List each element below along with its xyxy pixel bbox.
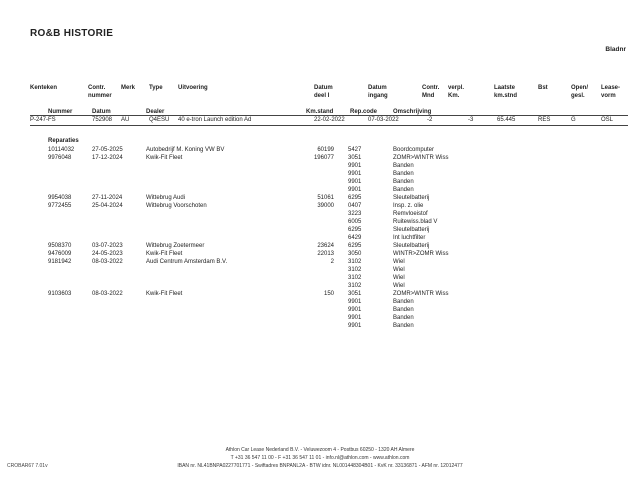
repair-omschrijving: Remvloeistof: [393, 211, 428, 217]
repair-row: [0, 290, 640, 298]
repair-repcode: 9901: [348, 323, 362, 329]
repair-row: [0, 282, 640, 290]
subheader-repcode: Rep.code: [350, 109, 378, 115]
repair-kmstand: 60199: [317, 147, 334, 153]
repair-kmstand: 23624: [317, 243, 334, 249]
repair-nummer: 9181942: [48, 259, 72, 265]
repair-repcode: 9901: [348, 315, 362, 321]
repair-repcode: 3102: [348, 259, 362, 265]
repair-kmstand: 22013: [317, 251, 334, 257]
vehicle-datum-deel1: 22-02-2022: [314, 117, 345, 123]
vehicle-laatste-km: 65.445: [497, 117, 516, 123]
repair-datum: 08-03-2022: [92, 291, 123, 297]
repair-repcode: 6295: [348, 243, 362, 249]
page-title: RO&B HISTORIE: [30, 28, 114, 39]
repair-kmstand: 51061: [317, 195, 334, 201]
repair-row: [0, 194, 640, 202]
repair-omschrijving: Boordcomputer: [393, 147, 435, 153]
repair-repcode: 9901: [348, 187, 362, 193]
repair-omschrijving: WINTR>ZOMR Wiss: [393, 251, 449, 257]
header-bst: Bst: [538, 85, 548, 91]
repair-dealer: Autobedrijf M. Koning VW BV: [146, 147, 225, 153]
repair-row: [0, 218, 640, 226]
repair-dealer: Wittebrug Zoetermeer: [146, 243, 205, 249]
footer-registration: IBAN nr. NL41BNPA0227701771 - Swiftadres BNPANL2A - BTW idnr. NL001448304B01 - KvK nr. 33136871 - AFM nr. 12012477: [177, 463, 463, 469]
repair-kmstand: 39000: [317, 203, 334, 209]
repair-repcode: 3051: [348, 155, 362, 161]
repair-repcode: 3102: [348, 267, 362, 273]
vehicle-open-gesl: G: [571, 117, 576, 123]
vehicle-merk: AU: [121, 117, 130, 123]
vehicle-verpl-km: -3: [468, 117, 474, 123]
repair-omschrijving: Ruitewiss.blad V: [393, 219, 438, 225]
repair-row: [0, 306, 640, 314]
repair-dealer: Audi Centrum Amsterdam B.V.: [146, 259, 228, 265]
repair-omschrijving: Banden: [393, 315, 414, 321]
repair-omschrijving: Banden: [393, 307, 414, 313]
header-verpl-km: verpl. Km.: [448, 85, 465, 99]
page-number-label: Bladnr: [605, 46, 626, 53]
repair-row: [0, 322, 640, 330]
repair-dealer: Kwik-Fit Fleet: [146, 251, 183, 257]
header-merk: Merk: [121, 85, 136, 91]
footer-address: Athlon Car Lease Nederland B.V. - Veluwezoom 4 - Postbus 60250 - 1320 AH Almere: [225, 447, 415, 453]
subheader-dealer: Dealer: [146, 109, 165, 115]
repair-nummer: 10114032: [48, 147, 75, 153]
header-contr-mnd: Contr. Mnd: [422, 85, 440, 99]
repair-kmstand: 150: [323, 291, 334, 297]
repair-row: [0, 178, 640, 186]
repair-repcode: 6295: [348, 195, 362, 201]
vehicle-lease-vorm: OSL: [601, 117, 614, 123]
vehicle-kenteken: P-247-FS: [30, 117, 56, 123]
repair-repcode: 9901: [348, 179, 362, 185]
repair-datum: 17-12-2024: [92, 155, 123, 161]
subheader-nummer: Nummer: [48, 109, 73, 115]
repair-datum: 24-05-2023: [92, 251, 123, 257]
repair-row: [0, 226, 640, 234]
vehicle-contr-nummer: 752908: [92, 117, 113, 123]
repair-omschrijving: Wiel: [393, 275, 405, 281]
repair-datum: 08-03-2022: [92, 259, 123, 265]
repair-omschrijving: Int luchtfilter: [393, 235, 426, 241]
repair-nummer: 9772455: [48, 203, 72, 209]
repair-repcode: 3102: [348, 275, 362, 281]
repair-row: [0, 202, 640, 210]
header-kenteken: Kenteken: [30, 85, 58, 91]
repair-row: [0, 298, 640, 306]
repair-row: [0, 210, 640, 218]
repair-nummer: 9954038: [48, 195, 72, 201]
repair-omschrijving: Wiel: [393, 259, 405, 265]
repair-dealer: Kwik-Fit Fleet: [146, 155, 183, 161]
header-lease-vorm: Lease- vorm: [601, 85, 621, 99]
header-laatste-km: Laatste km.stnd: [494, 85, 518, 99]
header-open-gesl: Open/ gesl.: [571, 85, 589, 99]
repair-omschrijving: ZOMR>WINTR Wiss: [393, 155, 449, 161]
repair-row: [0, 170, 640, 178]
subheader-kmstand: Km.stand: [306, 109, 334, 115]
repair-omschrijving: Sleutelbatterij: [393, 227, 430, 233]
repair-row: [0, 250, 640, 258]
repair-row: [0, 266, 640, 274]
header-type: Type: [149, 85, 163, 91]
repair-row: [0, 162, 640, 170]
repair-repcode: 0407: [348, 203, 362, 209]
repair-datum: 03-07-2023: [92, 243, 123, 249]
header-contr-nummer: Contr. nummer: [88, 85, 112, 99]
repair-omschrijving: Wiel: [393, 267, 405, 273]
vehicle-datum-ingang: 07-03-2022: [368, 117, 399, 123]
repair-repcode: 9901: [348, 299, 362, 305]
repair-kmstand: 196077: [313, 155, 334, 161]
repair-row: [0, 242, 640, 250]
repair-omschrijving: ZOMR>WINTR Wiss: [393, 291, 449, 297]
repair-nummer: 9476009: [48, 251, 72, 257]
repair-repcode: 6295: [348, 227, 362, 233]
repair-row: [0, 274, 640, 282]
repair-nummer: 9103603: [48, 291, 72, 297]
repair-repcode: 9901: [348, 307, 362, 313]
section-label-reparaties: Reparaties: [48, 138, 79, 144]
repair-repcode: 3051: [348, 291, 362, 297]
repair-omschrijving: Banden: [393, 171, 414, 177]
repair-omschrijving: Banden: [393, 299, 414, 305]
repair-datum: 27-11-2024: [92, 195, 123, 201]
repair-row: [0, 146, 640, 154]
vehicle-type: Q4ESU: [149, 117, 170, 123]
repair-omschrijving: Banden: [393, 163, 414, 169]
repair-repcode: 3223: [348, 211, 362, 217]
repair-omschrijving: Banden: [393, 187, 414, 193]
subheader-omschrijving: Omschrijving: [393, 109, 432, 115]
repair-omschrijving: Wiel: [393, 283, 405, 289]
repair-repcode: 5427: [348, 147, 362, 153]
vehicle-uitvoering: 40 e-tron Launch edition Ad: [178, 117, 252, 123]
vehicle-contr-mnd: -2: [427, 117, 433, 123]
header-datum-deel1: Datum deel I: [314, 85, 333, 99]
footer-contact: T +31 36 547 11 00 - F +31 36 547 11 01 - info.nl@athlon.com - www.athlon.com: [230, 455, 410, 461]
repair-row: [0, 154, 640, 162]
vehicle-row: [0, 116, 640, 124]
repair-repcode: 3050: [348, 251, 362, 257]
repair-dealer: Kwik-Fit Fleet: [146, 291, 183, 297]
repair-omschrijving: Sleutelbatterij: [393, 243, 430, 249]
repair-dealer: Wittebrug Voorschoten: [146, 203, 207, 209]
repair-nummer: 9508370: [48, 243, 72, 249]
repair-omschrijving: Banden: [393, 179, 414, 185]
repair-repcode: 6005: [348, 219, 362, 225]
repair-datum: 27-05-2025: [92, 147, 123, 153]
repair-row: [0, 186, 640, 194]
repair-repcode: 6429: [348, 235, 362, 241]
repair-row: [0, 314, 640, 322]
repair-nummer: 9976048: [48, 155, 72, 161]
repair-omschrijving: Sleutelbatterij: [393, 195, 430, 201]
repair-omschrijving: Banden: [393, 323, 414, 329]
repair-row: [0, 234, 640, 242]
header-datum-ingang: Datum ingang: [368, 85, 388, 99]
repair-repcode: 9901: [348, 171, 362, 177]
vehicle-bst: RES: [538, 117, 551, 123]
repair-row: [0, 258, 640, 266]
repair-dealer: Wittebrug Audi: [146, 195, 186, 201]
repair-repcode: 9901: [348, 163, 362, 169]
repair-omschrijving: Insp. z. olie: [393, 203, 424, 209]
repair-repcode: 3102: [348, 283, 362, 289]
repair-datum: 25-04-2024: [92, 203, 123, 209]
footer-code: CROBAR67 7.01v: [7, 463, 48, 469]
vehicle-divider: [30, 125, 628, 126]
subheader-datum: Datum: [92, 109, 111, 115]
repair-kmstand: 2: [330, 259, 334, 265]
header-uitvoering: Uitvoering: [178, 85, 208, 91]
